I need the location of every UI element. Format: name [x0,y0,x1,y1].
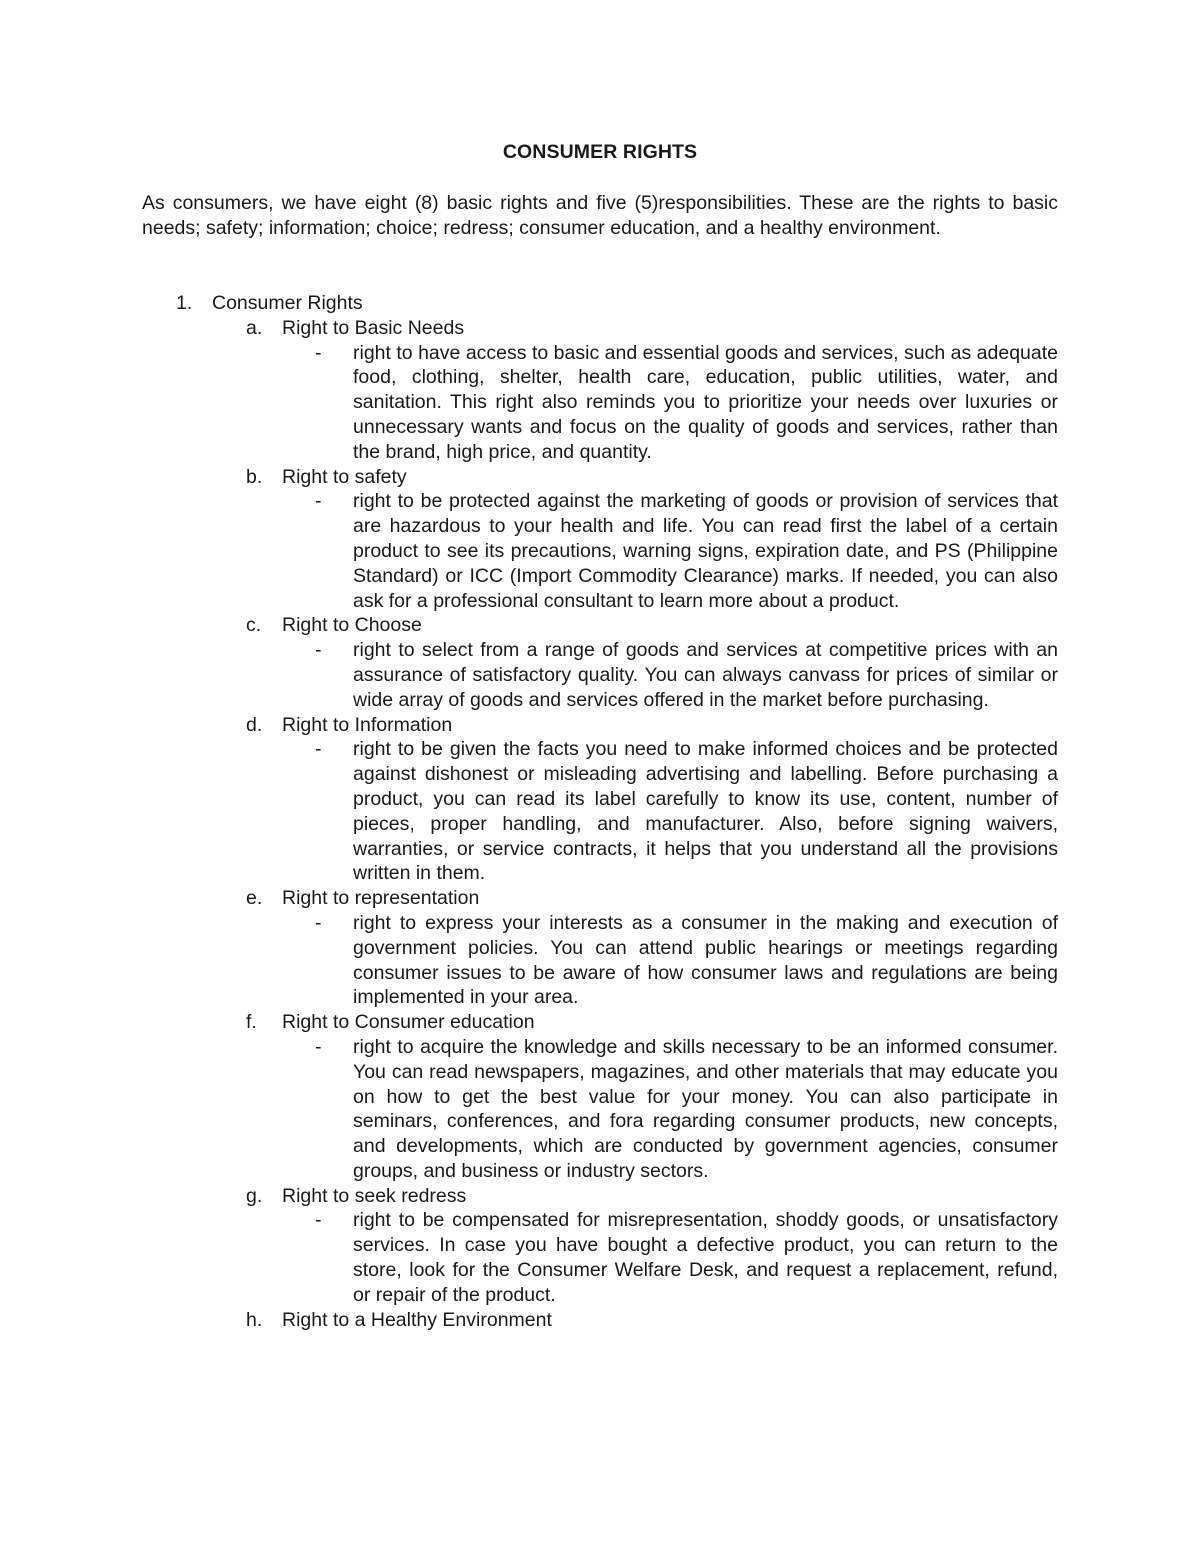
item-letter: e. [246,887,263,910]
item-label: Right to safety [282,465,407,488]
rights-list [142,291,1058,1332]
item-description [315,1035,1058,1184]
dash-bullet: - [315,639,322,662]
item-label: Right to seek redress [282,1184,467,1207]
item-description [315,1208,1058,1307]
item-letter: a. [246,316,263,339]
dash-bullet: - [315,738,322,761]
dash-bullet: - [315,490,322,513]
list-item-safety [142,465,1058,614]
item-description [315,638,1058,712]
item-letter: b. [246,465,263,488]
item-description [315,341,1058,465]
section-heading-row [142,291,1058,316]
intro-paragraph: As consumers, we have eight (8) basic rights and five (5)responsibilities. These are the rights to basic needs; safety; information; choice; redress; consumer education, and a healthy environment. [142,192,1058,239]
dash-bullet: - [315,911,322,934]
item-description-text: right to acquire the knowledge and skills necessary to be an informed consumer. You can read newspapers, magazines, and other materials that may educate you on how to get the best value for your money. You can also participate in seminars, conferences, and fora regarding consumer products, new concepts, and developments, which are conducted by government agencies, consumer groups, and business or industry sectors. [353,1035,1058,1182]
list-item-consumer-education [142,1010,1058,1184]
item-letter: d. [246,713,263,736]
list-item-basic-needs [142,316,1058,465]
item-description-text: right to have access to basic and essential goods and services, such as adequate food, clothing, shelter, health care, education, public utilities, water, and sanitation. This right also reminds you to prioritize your needs over luxuries or unnecessary wants and focus on the quality of goods and services, rather than the brand, high price, and quantity. [353,341,1058,463]
item-label: Right to Choose [282,614,422,637]
item-description [315,737,1058,886]
item-label: Right to Consumer education [282,1011,535,1034]
list-item-information [142,713,1058,887]
item-letter: h. [246,1308,263,1331]
item-label: Right to a Healthy Environment [282,1308,552,1331]
list-item-choose [142,613,1058,712]
item-description-text: right to be compensated for misrepresentation, shoddy goods, or unsatisfactory services. In case you have bought a defective product, you can return to the store, look for the Consumer Welfare Desk, and request a replacement, refund, or repair of the product. [353,1209,1058,1306]
dash-bullet: - [315,1209,322,1232]
item-description [315,911,1058,1010]
item-description [315,489,1058,613]
item-letter: f. [246,1011,257,1034]
section-number: 1. [176,292,193,314]
item-letter: c. [246,614,262,637]
list-item-healthy-environment [142,1308,1058,1333]
item-description-text: right to be protected against the marketing of goods or provision of services that are hazardous to your health and life. You can read first the label of a certain product to see its precautions, warning signs, expiration date, and PS (Philippine Standard) or ICC (Import Commodity Clearance) marks. If needed, you can also ask for a professional consultant to learn more about a product. [353,490,1058,612]
dash-bullet: - [315,341,322,364]
item-label: Right to Basic Needs [282,316,465,339]
page-title: CONSUMER RIGHTS [502,141,698,163]
item-letter: g. [246,1184,263,1207]
item-description-text: right to express your interests as a consumer in the making and execution of government policies. You can attend public hearings or meetings regarding consumer issues to be aware of how consumer laws and regulations are being implemented in your area. [353,911,1058,1009]
item-description-text: right to select from a range of goods and services at competitive prices with an assurance of satisfactory quality. You can always canvass for prices of similar or wide array of goods and services offered in the market before purchasing. [353,639,1058,711]
item-label: Right to representation [282,887,480,910]
list-item-seek-redress [142,1184,1058,1308]
item-label: Right to Information [282,713,453,736]
item-description-text: right to be given the facts you need to make informed choices and be protected against dishonest or misleading advertising and labelling. Before purchasing a product, you can read its label carefully to know its use, content, number of pieces, proper handling, and manufacturer. Also, before signing waivers, warranties, or service contracts, it helps that you understand all the provisions written in them. [353,738,1058,885]
list-item-representation [142,886,1058,1010]
dash-bullet: - [315,1035,322,1058]
section-heading: Consumer Rights [212,292,363,314]
